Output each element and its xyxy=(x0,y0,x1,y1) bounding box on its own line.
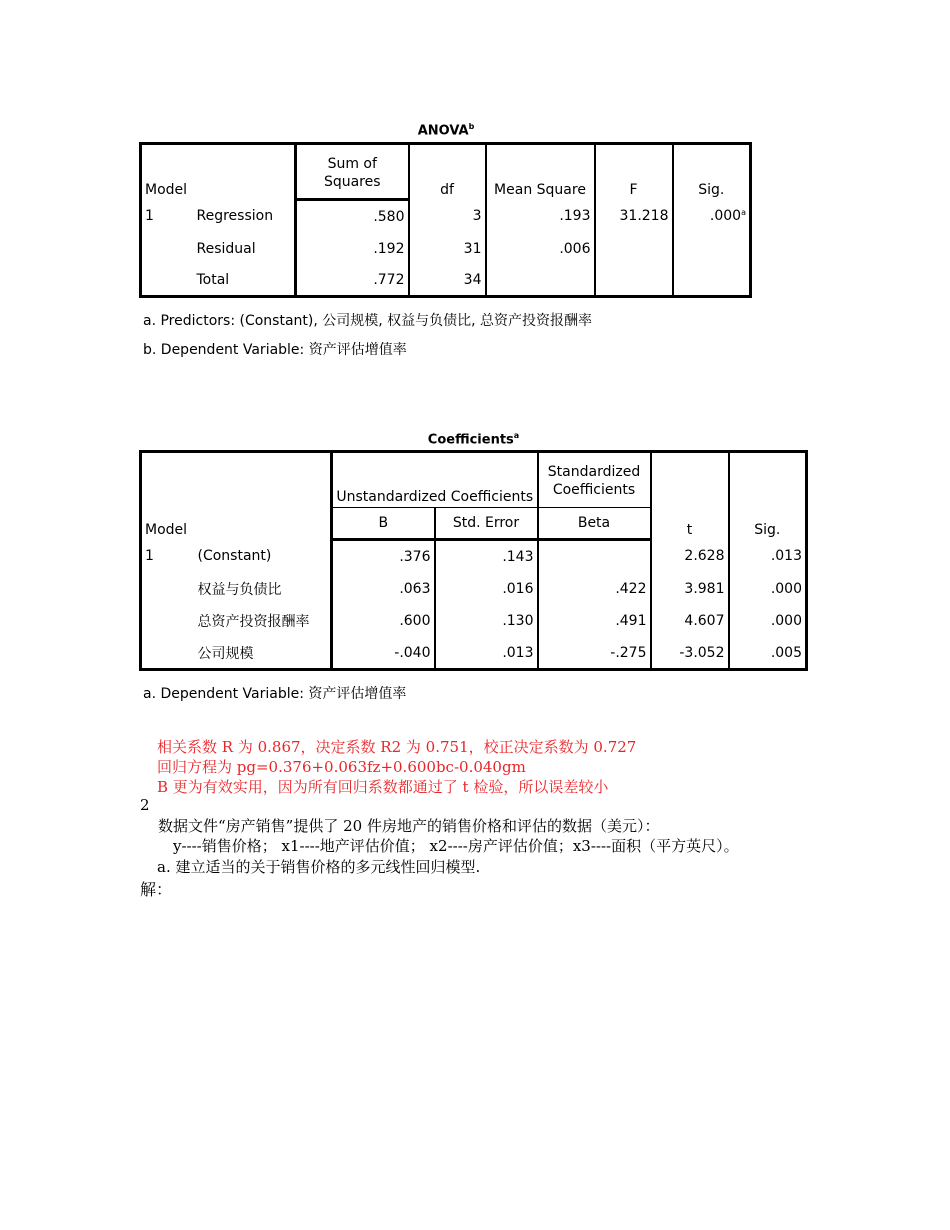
anova-header-df: df xyxy=(409,144,486,200)
coef-b: .063 xyxy=(332,573,435,605)
answer-line-1: 相关系数 R 为 0.867，决定系数 R2 为 0.751，校正决定系数为 0.727 xyxy=(157,738,637,756)
anova-note-b: b. Dependent Variable: 资产评估增值率 xyxy=(143,342,407,358)
coef-sig: .000 xyxy=(729,605,807,638)
coefficients-title: Coefficients$^a$ xyxy=(427,431,520,448)
table-row xyxy=(141,638,807,670)
coef-beta: .491 xyxy=(538,605,651,638)
coef-header-model: Model xyxy=(145,521,188,538)
solution-label: 解： xyxy=(140,880,173,899)
anova-ms: .006 xyxy=(486,233,595,265)
coef-model xyxy=(141,638,195,670)
coef-model xyxy=(141,605,195,638)
coef-row-label: 总资产投资报酬率 xyxy=(197,614,310,630)
coef-row-label: 权益与负债比 xyxy=(197,581,282,598)
coef-t: 3.981 xyxy=(651,573,729,605)
coef-sig: .013 xyxy=(729,540,807,573)
coefficients-note-a: a. Dependent Variable: 资产评估增值率 xyxy=(143,686,407,702)
coef-se: .016 xyxy=(435,573,538,605)
coefficients-table xyxy=(139,450,808,671)
table-row xyxy=(141,605,807,638)
coef-header-std-1: Standardized xyxy=(538,452,651,480)
coef-row-label: (Constant) xyxy=(197,548,272,564)
anova-sig xyxy=(673,233,751,265)
anova-ms: .193 xyxy=(486,200,595,233)
coef-t: 2.628 xyxy=(651,540,729,573)
coef-sig: .005 xyxy=(729,638,807,670)
coef-se: .130 xyxy=(435,605,538,638)
anova-header-ss-2: Squares xyxy=(296,172,409,200)
anova-row-label: Regression xyxy=(196,208,274,224)
answer-line-3: B 更为有效实用，因为所有回归系数都通过了 t 检验，所以误差较小 xyxy=(157,778,609,796)
anova-ss: .580 xyxy=(296,200,409,233)
anova-header-ss-1: Sum of xyxy=(296,144,409,172)
anova-df: 31 xyxy=(409,233,486,265)
table-row xyxy=(141,540,807,573)
anova-f: 31.218 xyxy=(595,200,673,233)
anova-row-label: Residual xyxy=(196,240,256,257)
coef-t: 4.607 xyxy=(651,605,729,638)
coef-header-sig: Sig. xyxy=(729,452,807,540)
anova-row-label: Total xyxy=(196,271,230,288)
anova-model xyxy=(141,265,194,297)
coef-b: -.040 xyxy=(332,638,435,670)
coef-header-t: t xyxy=(651,452,729,540)
coef-se: .143 xyxy=(435,540,538,573)
anova-model xyxy=(141,233,194,265)
anova-ms xyxy=(486,265,595,297)
anova-model: 1 xyxy=(145,208,154,224)
coef-header-b: B xyxy=(332,508,435,540)
question-number: 2 xyxy=(140,796,150,814)
coef-beta: -.275 xyxy=(538,638,651,670)
coef-beta xyxy=(538,540,651,573)
anova-df: 3 xyxy=(409,200,486,233)
anova-ss: .192 xyxy=(296,233,409,265)
table-row xyxy=(141,573,807,605)
question-line-3: a. 建立适当的关于销售价格的多元线性回归模型. xyxy=(157,858,481,876)
anova-table xyxy=(139,142,752,298)
coef-sig: .000 xyxy=(729,573,807,605)
coef-row-label: 公司规模 xyxy=(197,645,254,662)
anova-header-model: Model xyxy=(145,181,188,198)
anova-title: ANOVA$^b$ xyxy=(417,122,475,139)
coef-header-std-2: Coefficients xyxy=(538,480,651,508)
table-row xyxy=(141,233,751,265)
answer-line-2: 回归方程为 pg=0.376+0.063fz+0.600bc-0.040gm xyxy=(157,758,526,776)
anova-ss: .772 xyxy=(296,265,409,297)
table-row xyxy=(141,200,751,233)
coef-header-beta: Beta xyxy=(538,508,651,540)
anova-f xyxy=(595,233,673,265)
coef-model: 1 xyxy=(145,548,154,564)
coef-header-std-error: Std. Error xyxy=(435,508,538,540)
coef-se: .013 xyxy=(435,638,538,670)
anova-sig xyxy=(673,265,751,297)
coef-model xyxy=(141,573,195,605)
anova-header-f: F xyxy=(595,144,673,200)
coef-t: -3.052 xyxy=(651,638,729,670)
question-line-1: 数据文件“房产销售”提供了 20 件房地产的销售价格和评估的数据（美元）： xyxy=(158,817,660,835)
anova-header-mean-square: Mean Square xyxy=(486,144,595,200)
question-line-2: y----销售价格； x1----地产评估价值； x2----房产评估价值；x3----面积（平方英尺）。 xyxy=(173,837,739,855)
anova-note-a: a. Predictors: (Constant), 公司规模, 权益与负债比, 总资产投资报酬率 xyxy=(143,313,593,329)
table-row xyxy=(141,265,751,297)
coef-b: .376 xyxy=(332,540,435,573)
anova-header-sig: Sig. xyxy=(673,144,751,200)
anova-f xyxy=(595,265,673,297)
coef-beta: .422 xyxy=(538,573,651,605)
coef-b: .600 xyxy=(332,605,435,638)
anova-df: 34 xyxy=(409,265,486,297)
coef-header-unstd: Unstandardized Coefficients xyxy=(332,452,538,508)
anova-sig: .000$^a$ xyxy=(673,200,751,233)
